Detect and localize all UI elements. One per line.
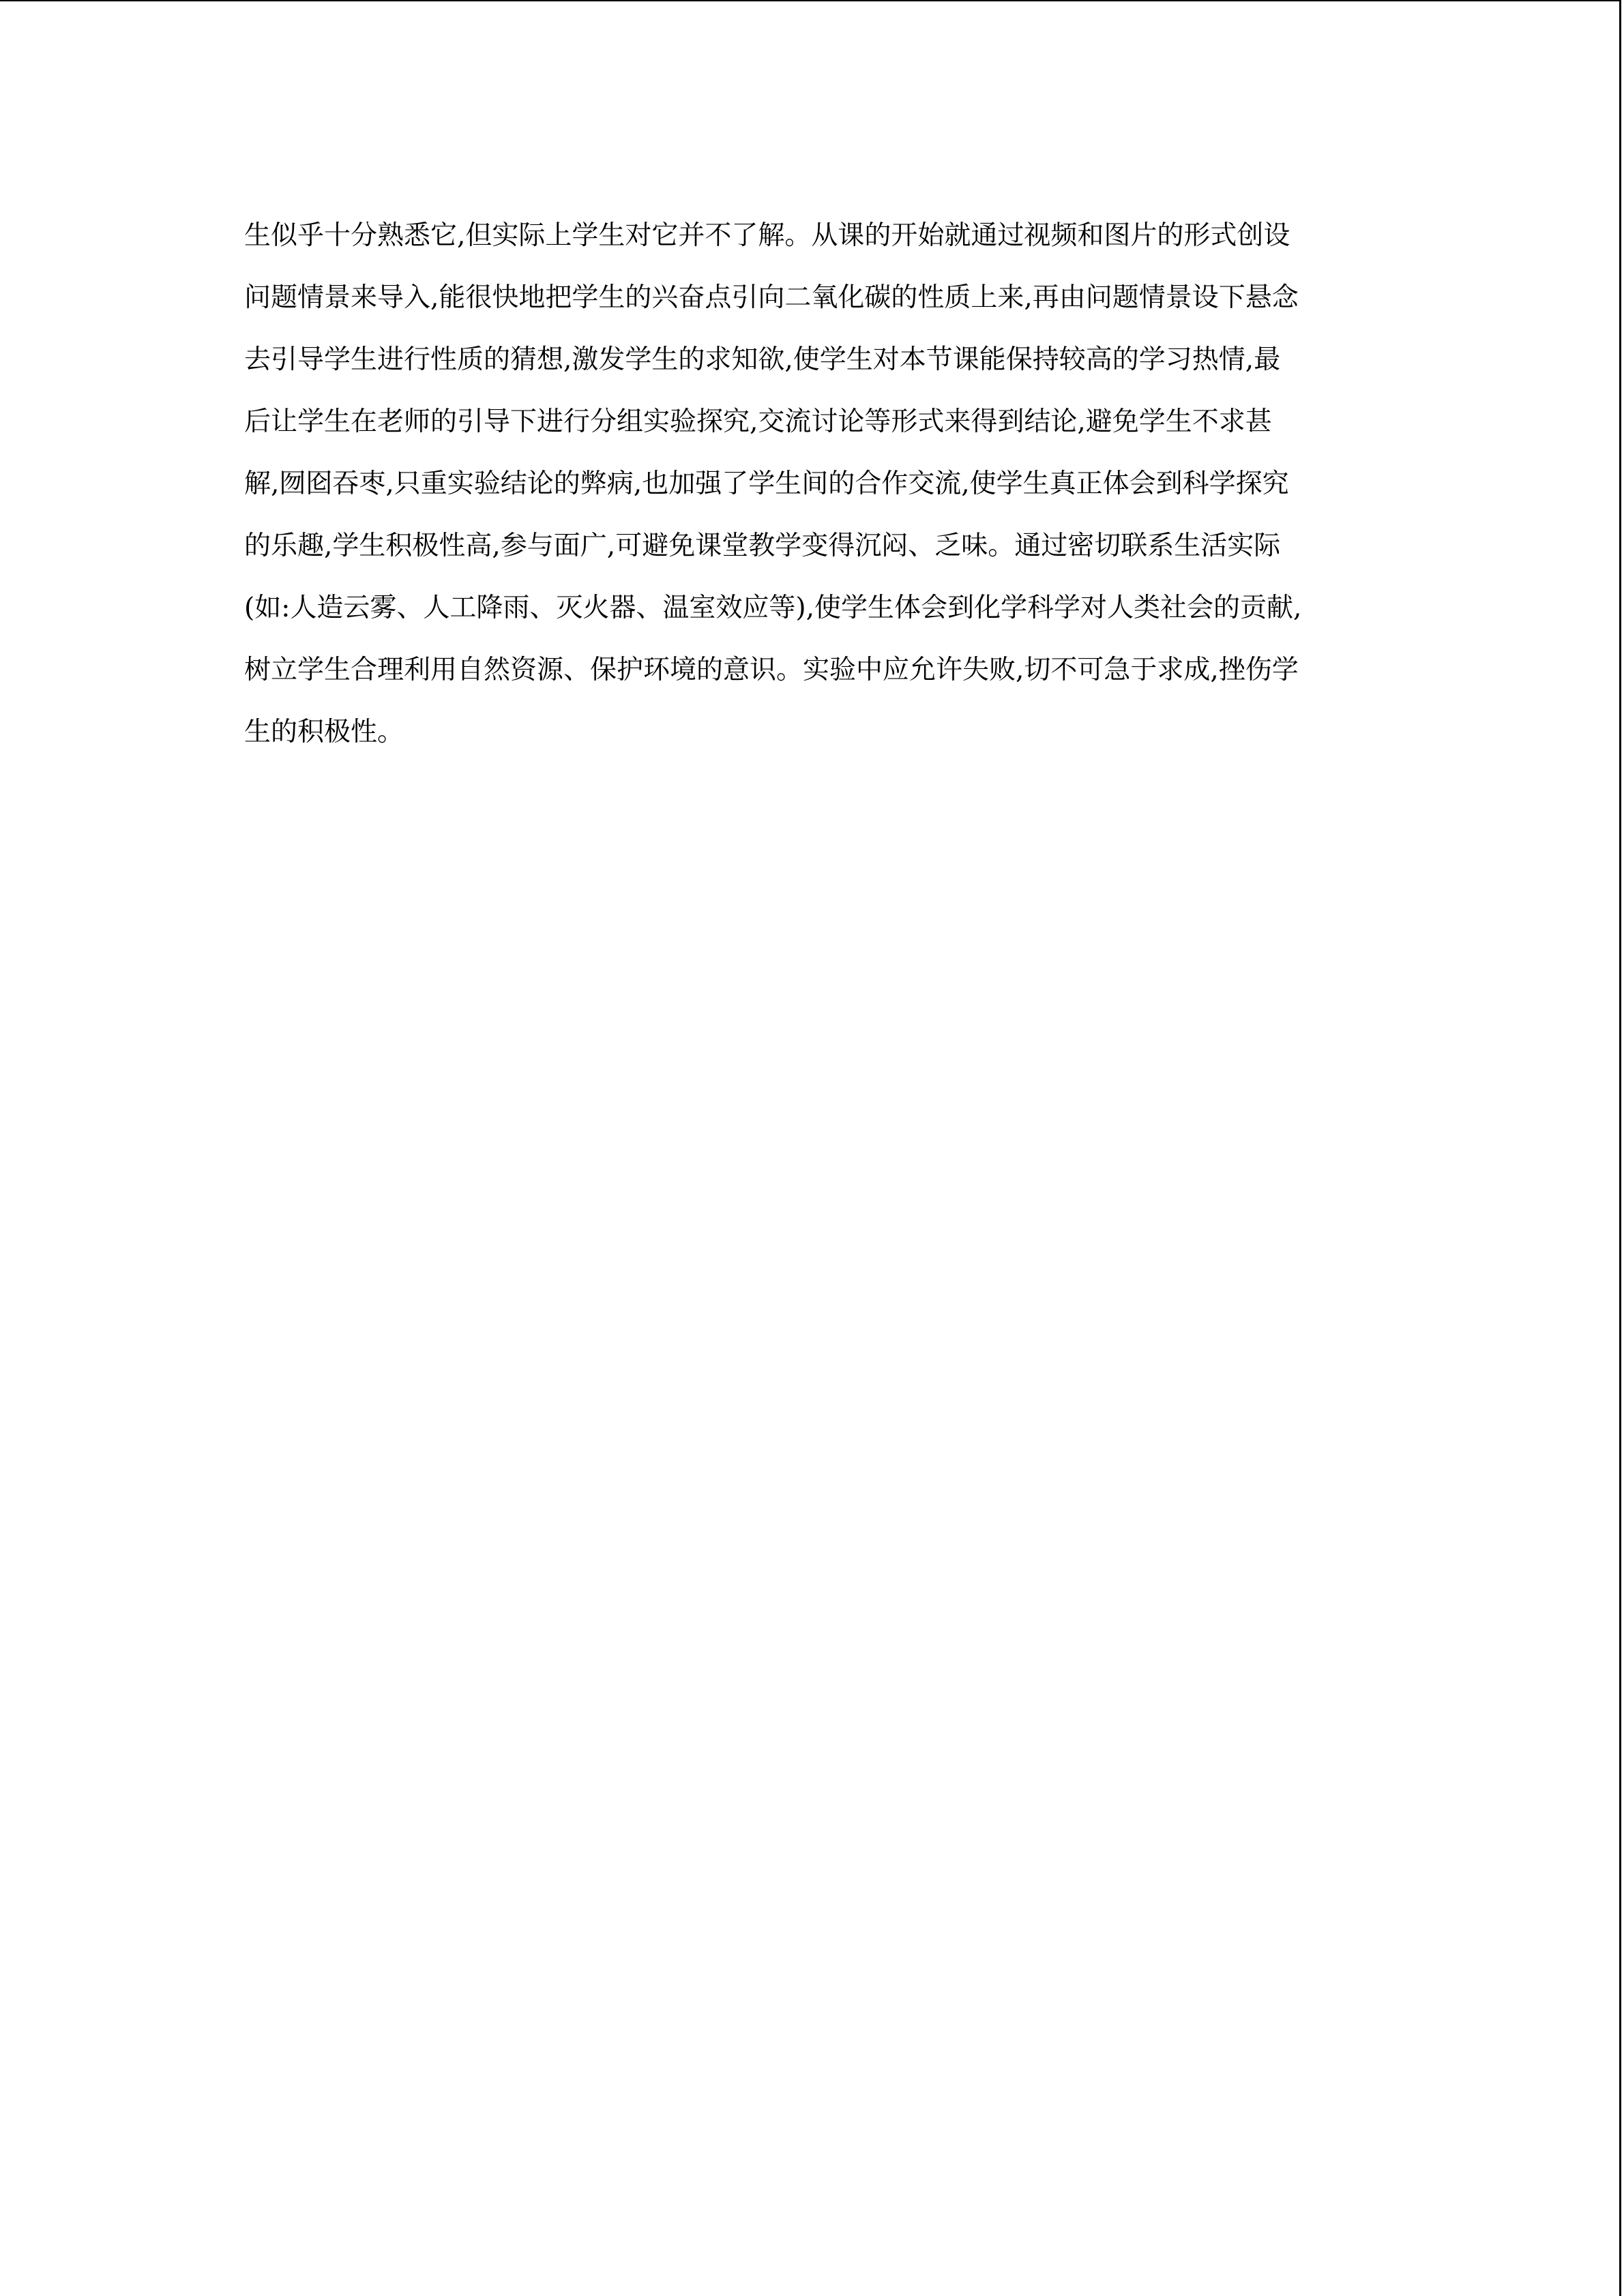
- text-line-3: 去引导学生进行性质的猜想,激发学生的求知欲,使学生对本节课能保持较高的学习热情,最: [244, 344, 1281, 375]
- text-line-5: 解,囫囵吞枣,只重实验结论的弊病,也加强了学生间的合作交流,使学生真正体会到科学探究: [244, 468, 1289, 499]
- text-line-2: 问题情景来导入,能很快地把学生的兴奋点引向二氧化碳的性质上来,再由问题情景设下悬念: [244, 282, 1299, 313]
- text-line-8: 树立学生合理利用自然资源、保护环境的意识。实验中应允许失败,切不可急于求成,挫伤学: [244, 655, 1299, 685]
- text-line-4: 后让学生在老师的引导下进行分组实验探究,交流讨论等形式来得到结论,避免学生不求甚: [244, 406, 1272, 437]
- body-paragraph: [244, 205, 1383, 763]
- text-line-7: (如:人造云雾、人工降雨、灭火器、温室效应等),使学生体会到化学科学对人类社会的贡献,: [244, 593, 1302, 623]
- text-line-6: 的乐趣,学生积极性高,参与面广,可避免课堂教学变得沉闷、乏味。通过密切联系生活实际: [244, 531, 1281, 561]
- text-line-9: 生的积极性。: [244, 717, 404, 747]
- text-line-1: 生似乎十分熟悉它,但实际上学生对它并不了解。从课的开始就通过视频和图片的形式创设: [244, 220, 1290, 251]
